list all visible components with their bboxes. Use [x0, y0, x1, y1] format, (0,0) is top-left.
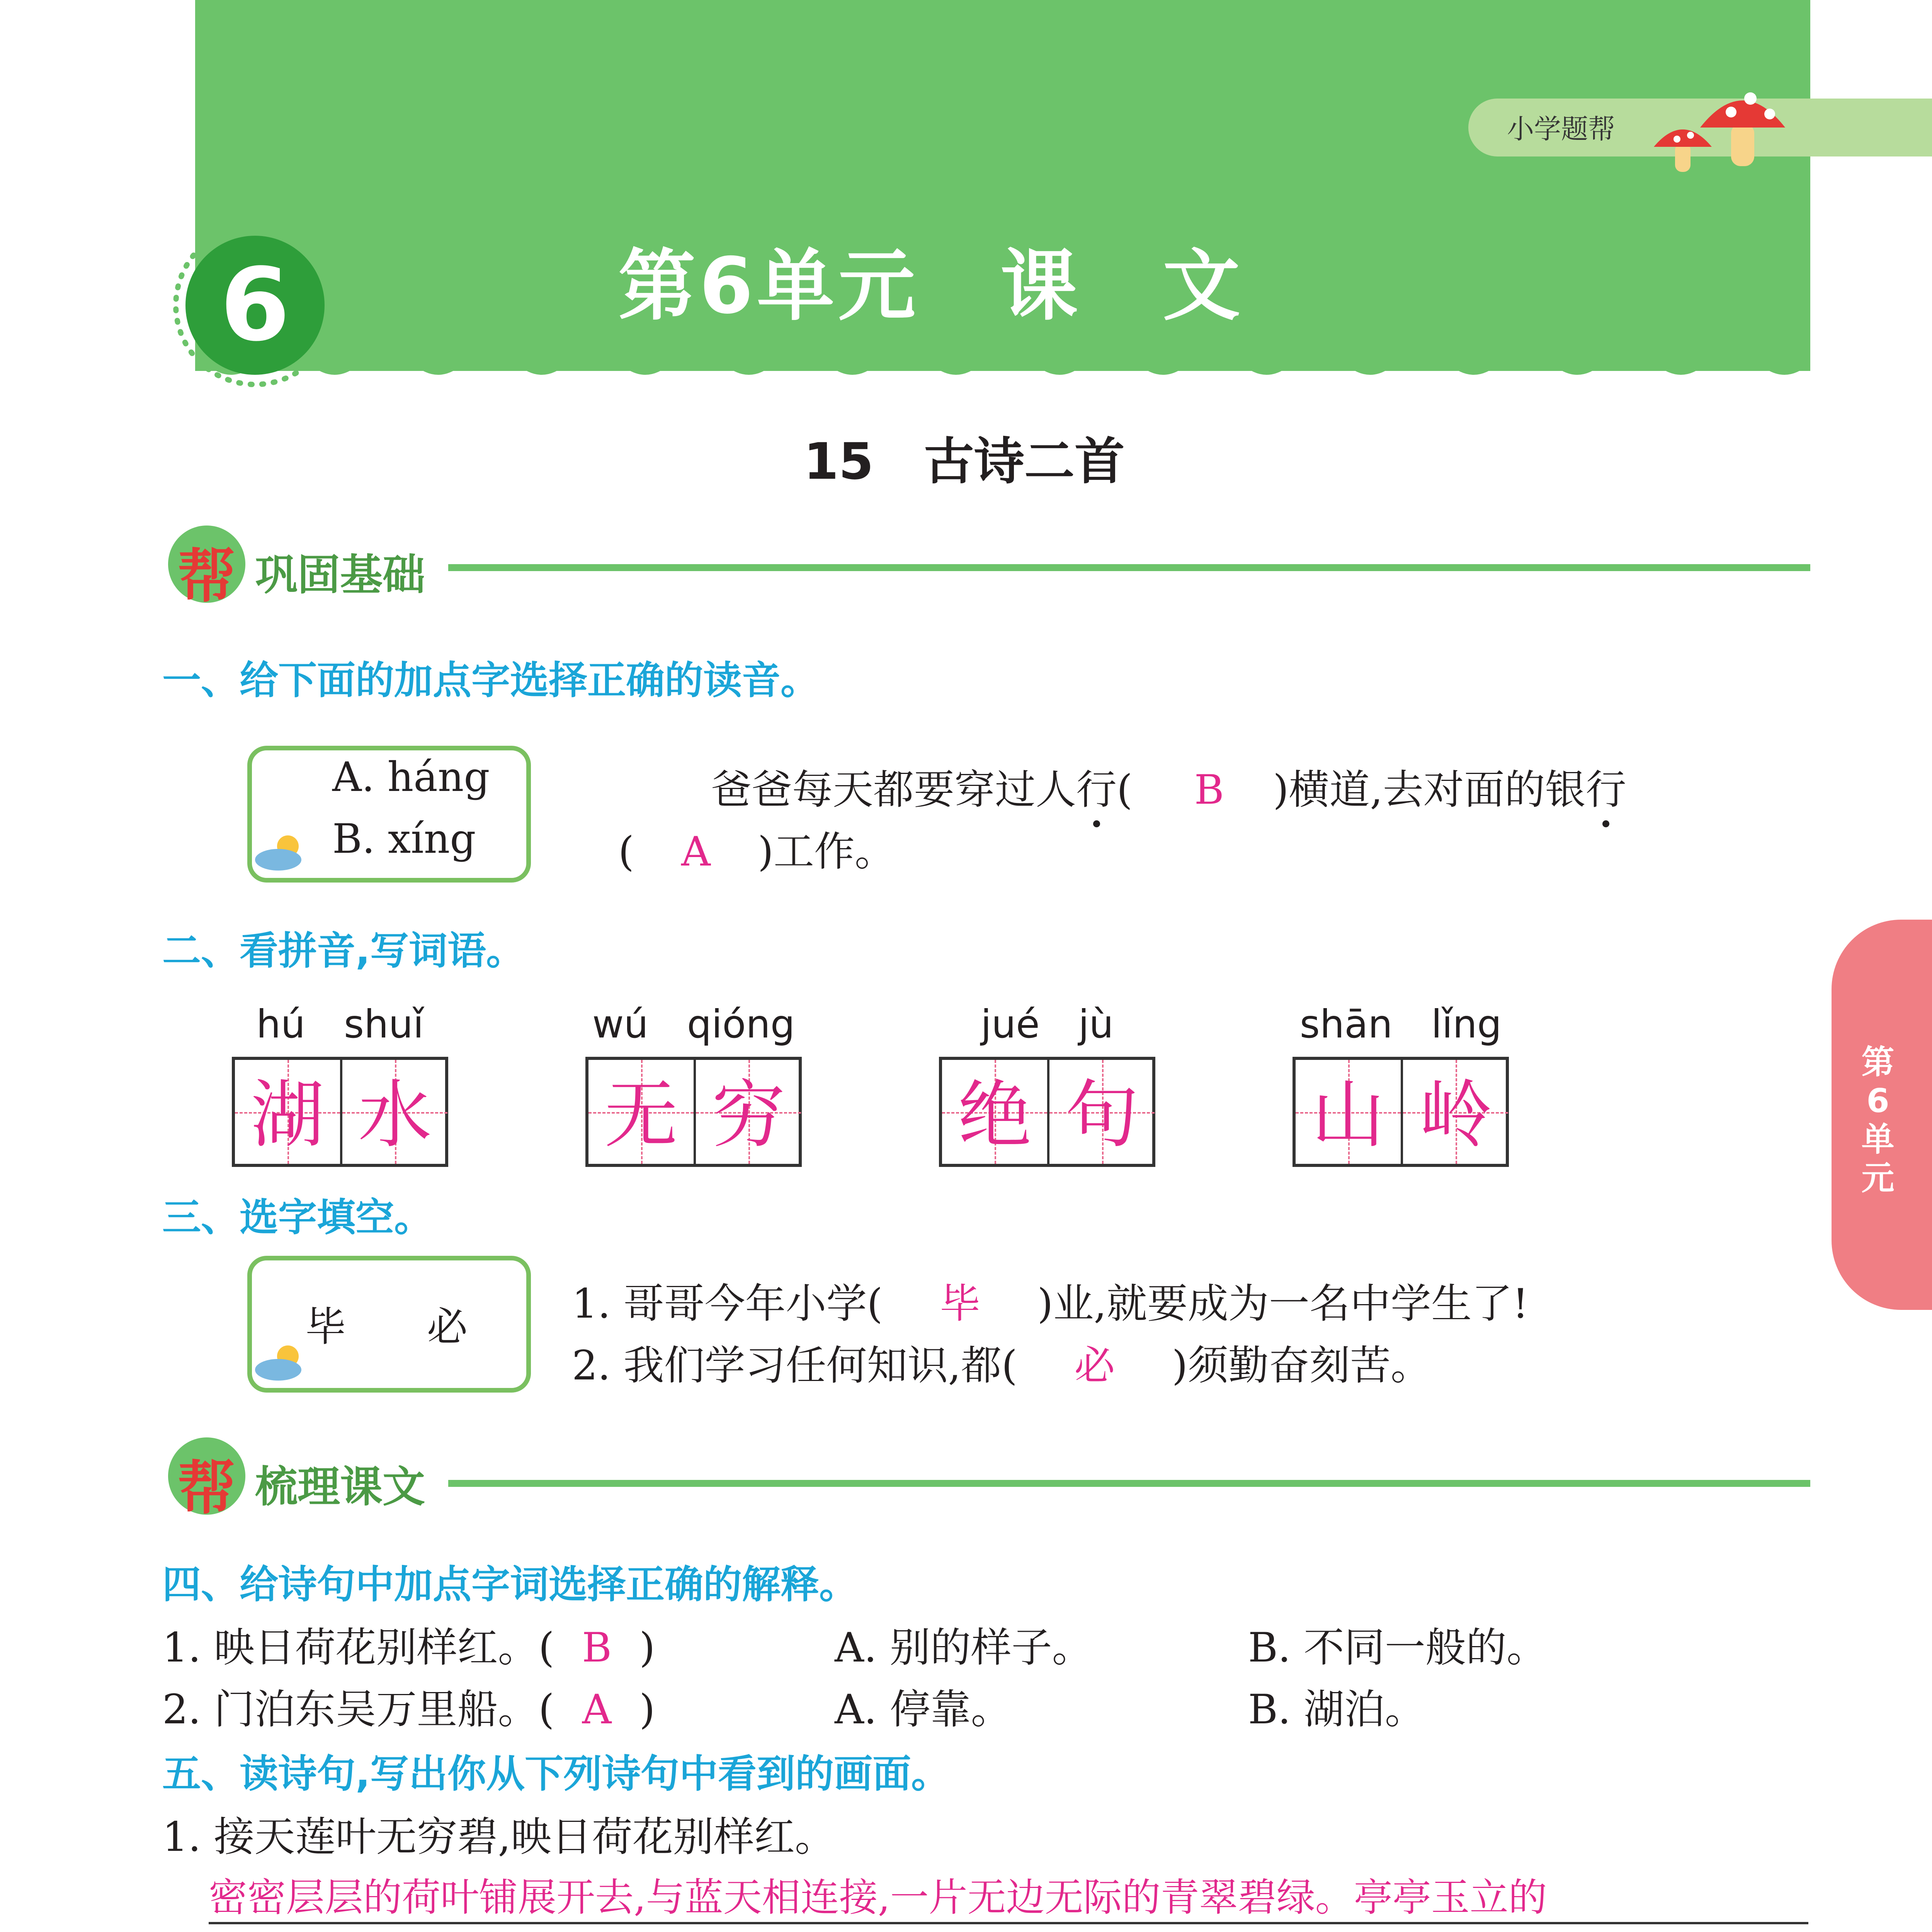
- pinyin-1: hú shuǐ: [256, 1002, 424, 1047]
- mushroom-icon: [1646, 70, 1793, 178]
- question-1-title: 一、给下面的加点字选择正确的读音。: [162, 658, 819, 703]
- unit-number: 6: [220, 247, 290, 364]
- q4-row-2: 2. 门泊东吴万里船。( A ): [162, 1686, 655, 1733]
- q4-row-1: 1. 映日荷花别样红。( B ): [162, 1624, 655, 1671]
- question-2-title: 二、看拼音,写词语。: [162, 928, 525, 973]
- char-options: 毕 必: [305, 1303, 468, 1350]
- q5-poem-line-1: 1. 接天莲叶无穷碧,映日荷花别样红。: [162, 1813, 835, 1861]
- q3-answer-2[interactable]: 必: [1074, 1342, 1115, 1389]
- cloud-sun-icon: [251, 831, 309, 873]
- q3-answer-1[interactable]: 毕: [940, 1280, 981, 1327]
- brand-label: 小学题帮: [1507, 113, 1615, 145]
- q1-answer-1[interactable]: B: [1194, 766, 1224, 813]
- pinyin-2: wú qióng: [592, 1002, 795, 1047]
- question-3-title: 三、选字填空。: [162, 1195, 433, 1240]
- unit-title: 第6单元 课 文: [618, 241, 1244, 331]
- section-badge-char: 帮: [178, 1455, 236, 1522]
- q1-sentence-line2: ( A )工作。: [618, 828, 895, 875]
- word-grid-1[interactable]: 湖 水: [232, 1057, 448, 1167]
- wavy-edge: [195, 348, 1810, 394]
- question-5-title: 五、读诗句,写出你从下列诗句中看到的画面。: [162, 1751, 950, 1796]
- pinyin-3: jué jù: [981, 1002, 1114, 1047]
- section-basics-label: 巩固基础: [255, 550, 425, 600]
- q1-sentence-line1: 爸爸每天都要穿过人行( B )横道,去对面的银行: [711, 757, 1626, 816]
- q3-sentence-1: 1. 哥哥今年小学( 毕 )业,就要成为一名中学生了!: [572, 1271, 1529, 1330]
- word-grid-4[interactable]: 山 岭: [1293, 1057, 1509, 1167]
- pinyin-4: shān lǐng: [1299, 1002, 1502, 1047]
- q3-sentence-2: 2. 我们学习任何知识,都( 必 )须勤奋刻苦。: [572, 1333, 1431, 1391]
- lesson-title: 15 古诗二首: [804, 432, 1125, 491]
- section-divider: [448, 1480, 1810, 1487]
- section-divider: [448, 564, 1810, 571]
- option-a: A. háng: [332, 753, 490, 801]
- q4-row-2-option-b: B. 湖泊。: [1248, 1686, 1425, 1733]
- q1-answer-2[interactable]: A: [681, 828, 711, 875]
- question-4-title: 四、给诗句中加点字词选择正确的解释。: [162, 1562, 858, 1607]
- q4-row-1-option-b: B. 不同一般的。: [1248, 1624, 1547, 1671]
- section-badge-char: 帮: [178, 543, 236, 610]
- q4-answer-1[interactable]: B: [582, 1624, 612, 1671]
- section-text-review-label: 梳理课文: [255, 1462, 425, 1512]
- word-grid-2[interactable]: 无 穷: [585, 1057, 802, 1167]
- q5-answer-1-line-2[interactable]: [209, 1928, 1006, 1932]
- q4-row-2-option-a: A. 停靠。: [835, 1686, 1012, 1733]
- option-b: B. xíng: [332, 815, 476, 862]
- word-grid-3[interactable]: 绝 句: [939, 1057, 1155, 1167]
- cloud-sun-icon: [251, 1341, 309, 1383]
- unit-side-tab-label: 第6单元: [1861, 1043, 1895, 1197]
- q5-answer-1-line-1[interactable]: 密密层层的荷叶铺展开去,与蓝天相连接,一片无边无际的青翠碧绿。亭亭玉立的: [209, 1866, 1808, 1924]
- q4-row-1-option-a: A. 别的样子。: [835, 1624, 1093, 1671]
- q4-answer-2[interactable]: A: [582, 1686, 612, 1733]
